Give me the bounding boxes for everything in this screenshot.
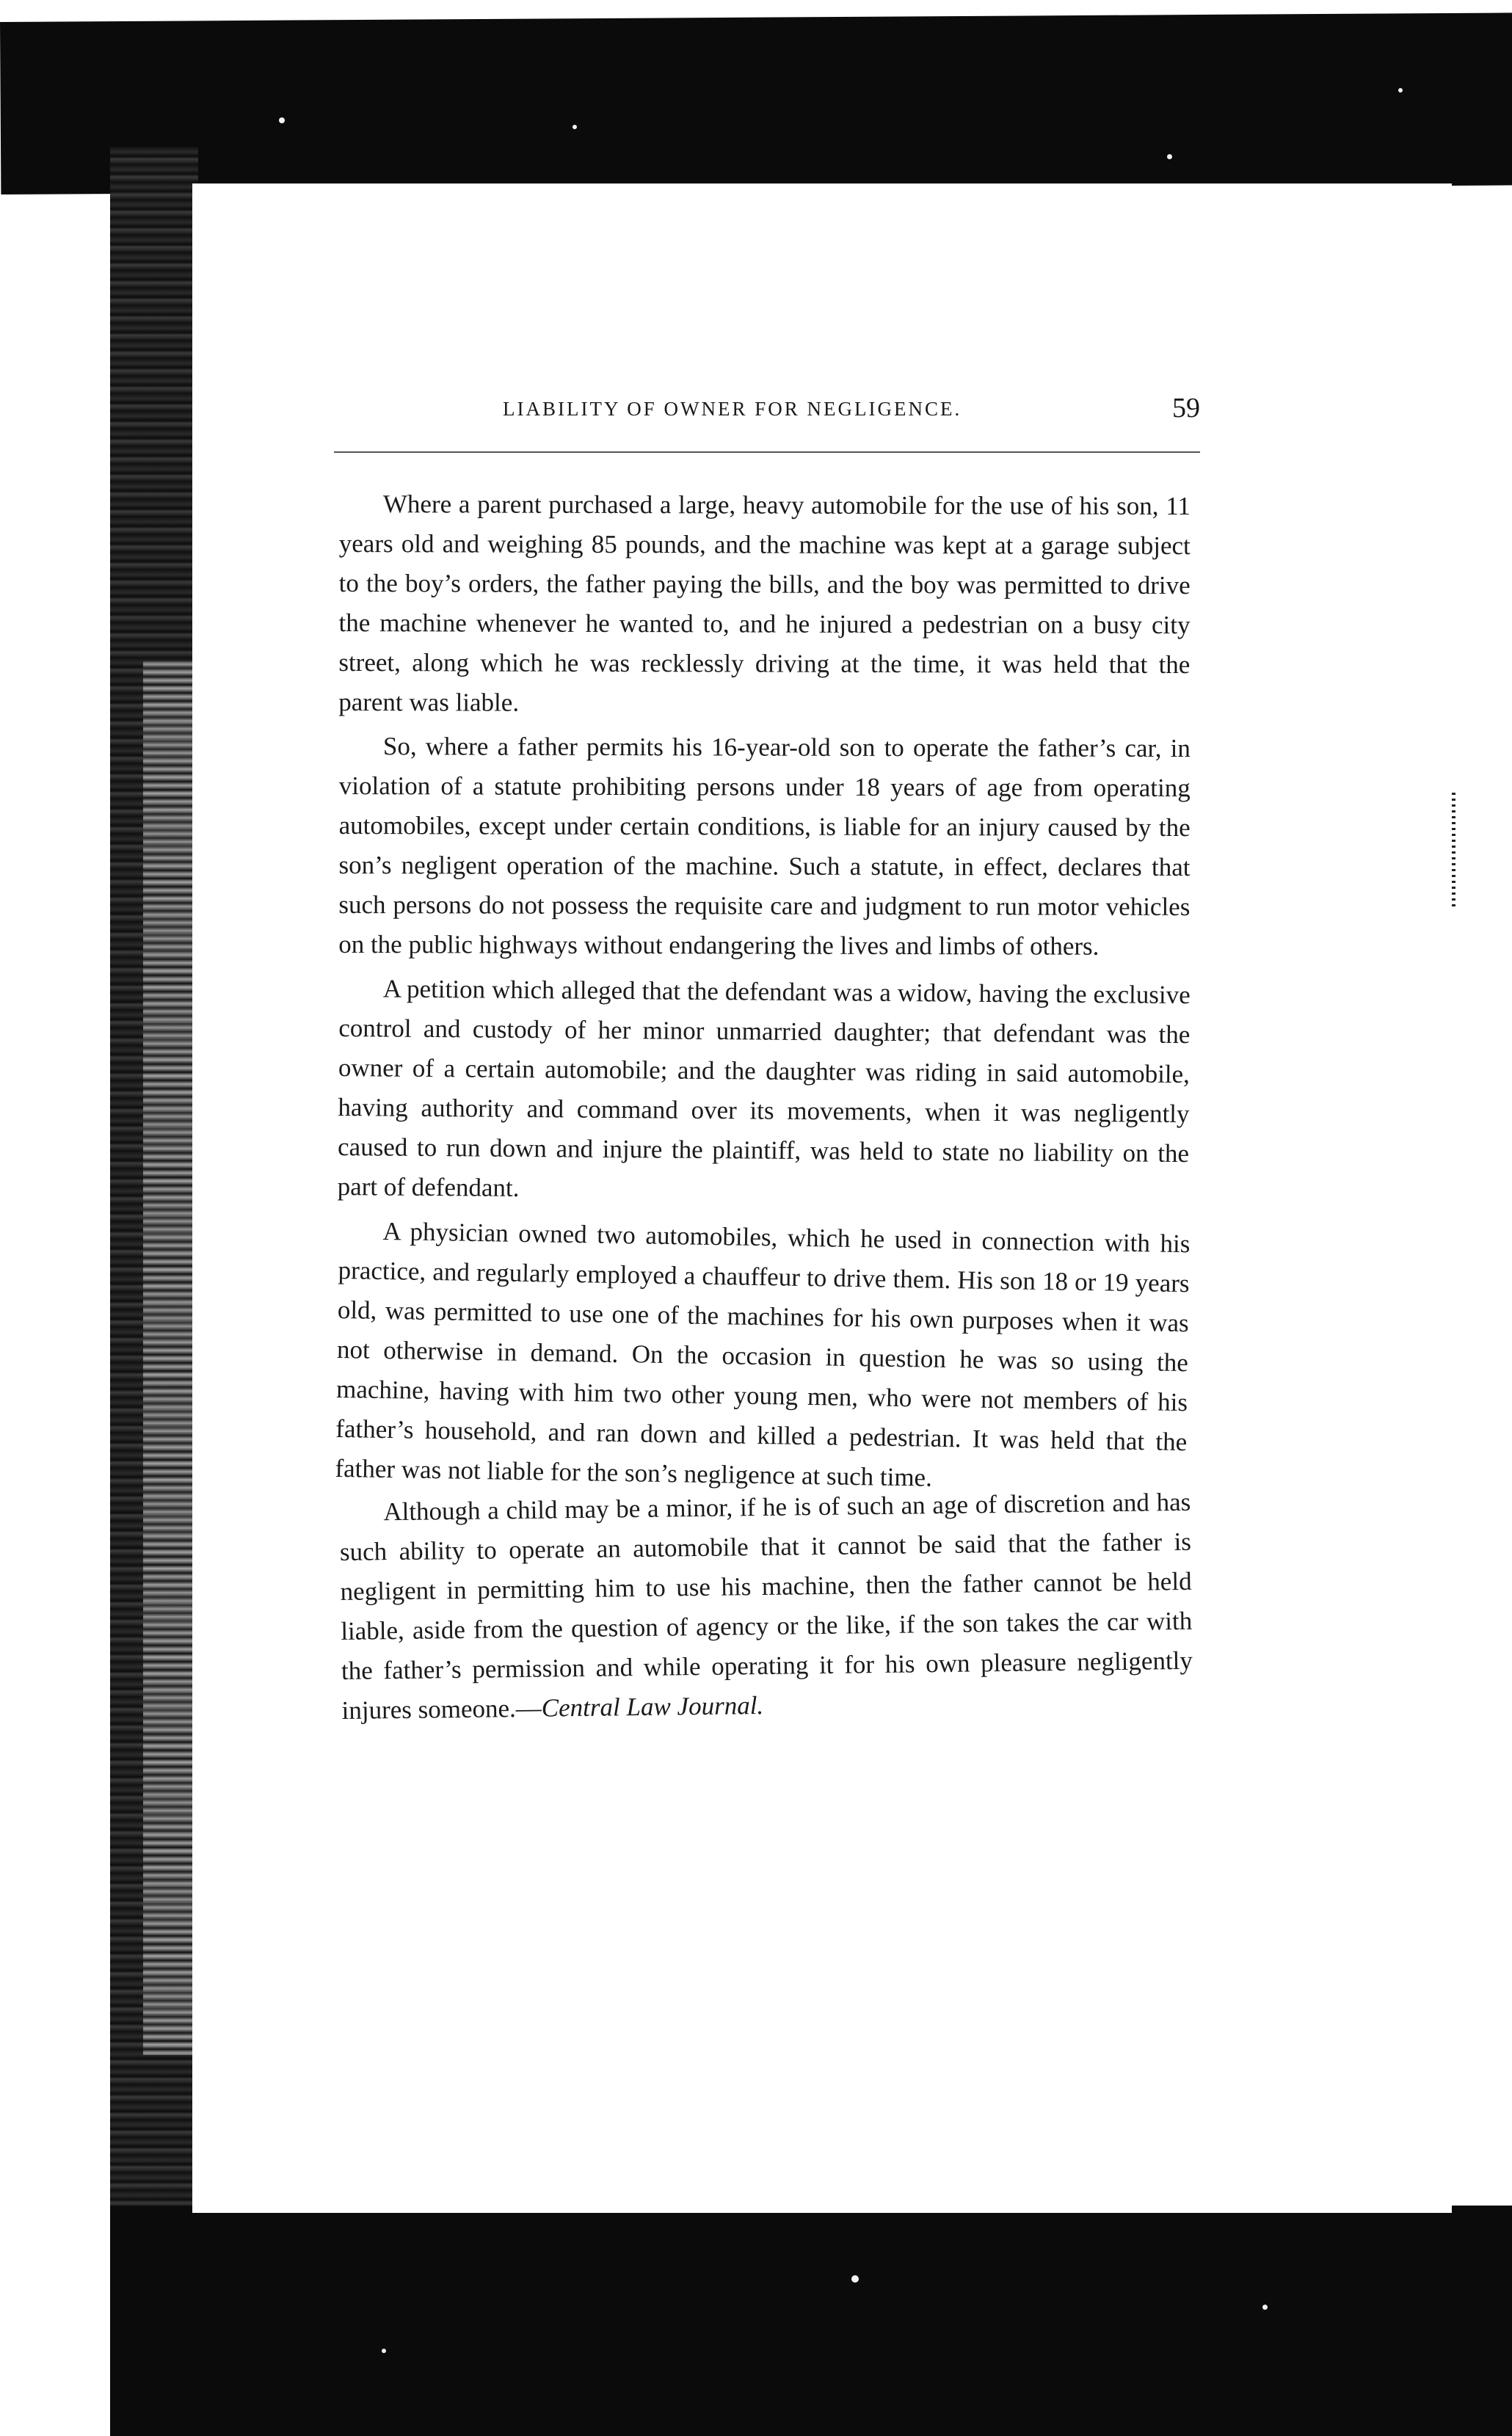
header-rule [334,451,1200,453]
page-number: 59 [1172,393,1200,423]
paragraph: A physician owned two automobiles, which he used in connection with his practice, and regularly employed a chauffeur to drive them. His son 18 or 19 years old, was permitted to use one of the machines for his own purposes when it was not otherwise in demand. On the occasion in question he was so using the machine, having with him two other young men, who were not members of his father’s household, and ran down and killed a pedestrian. It was held that the father was not liable for the son’s negligence at such time. [335,1216,1191,1492]
scan-speck [573,125,577,129]
source-citation: Central Law Journal. [541,1690,764,1723]
running-title: LIABILITY OF OWNER FOR NEGLIGENCE. [503,398,962,420]
scan-speck [279,117,285,123]
article-body [335,484,1193,1735]
paragraph-text: Although a child may be a minor, if he is of such an age of discretion and has such ability to operate an automobile that it cannot be said that the father is negligent in permitting him to use his machine, then the father cannot be held liable, aside from the question of agency or the like, if the son takes the car with the father’s permission and while operating it for his own pleasure negligently injures someone.— [339,1487,1193,1725]
running-head [334,393,1200,427]
scan-border-top [0,12,1512,194]
scan-speck [1167,154,1172,159]
scan-speck [1398,88,1403,92]
paragraph: A petition which alleged that the defendant was a widow, having the exclusive control and custody of her minor unmarried daughter; that defendant was the owner of a certain automobile; and the daughter was riding in said automobile, having authority and command over its movements, when it was negligently caused to run down and injure the plaintiff, was held to state no liability on the part of defendant. [337,974,1191,1202]
scan-border-bottom [110,2206,1512,2436]
page-edge-mark [1452,793,1455,910]
paragraph: Where a parent purchased a large, heavy automobile for the use of his son, 11 years old and weighing 85 pounds, and the machine was kept at a garage subject to the boy’s orders, the father paying the bills, and the boy was permitted to drive the machine whenever he wanted to, and he injured a pedestrian on a busy city street, along which he was recklessly driving at the time, it was held that the parent was liable. [338,490,1191,717]
scan-speck [851,2275,859,2283]
scan-speck [382,2349,386,2353]
scan-speck [1262,2305,1268,2310]
paragraph-last [339,1483,1193,1731]
paragraph: So, where a father permits his 16-year-old son to operate the father’s car, in violation of a statute prohibiting persons under 18 years of age from operating automobiles, except under certain conditions, is liable for an injury caused by the son’s negligent operation of the machine. Such a statute, in effect, declares that such persons do not possess the requisite care and judgment to run motor vehicles on the public highways without endangering the lives and limbs of others. [338,732,1191,961]
